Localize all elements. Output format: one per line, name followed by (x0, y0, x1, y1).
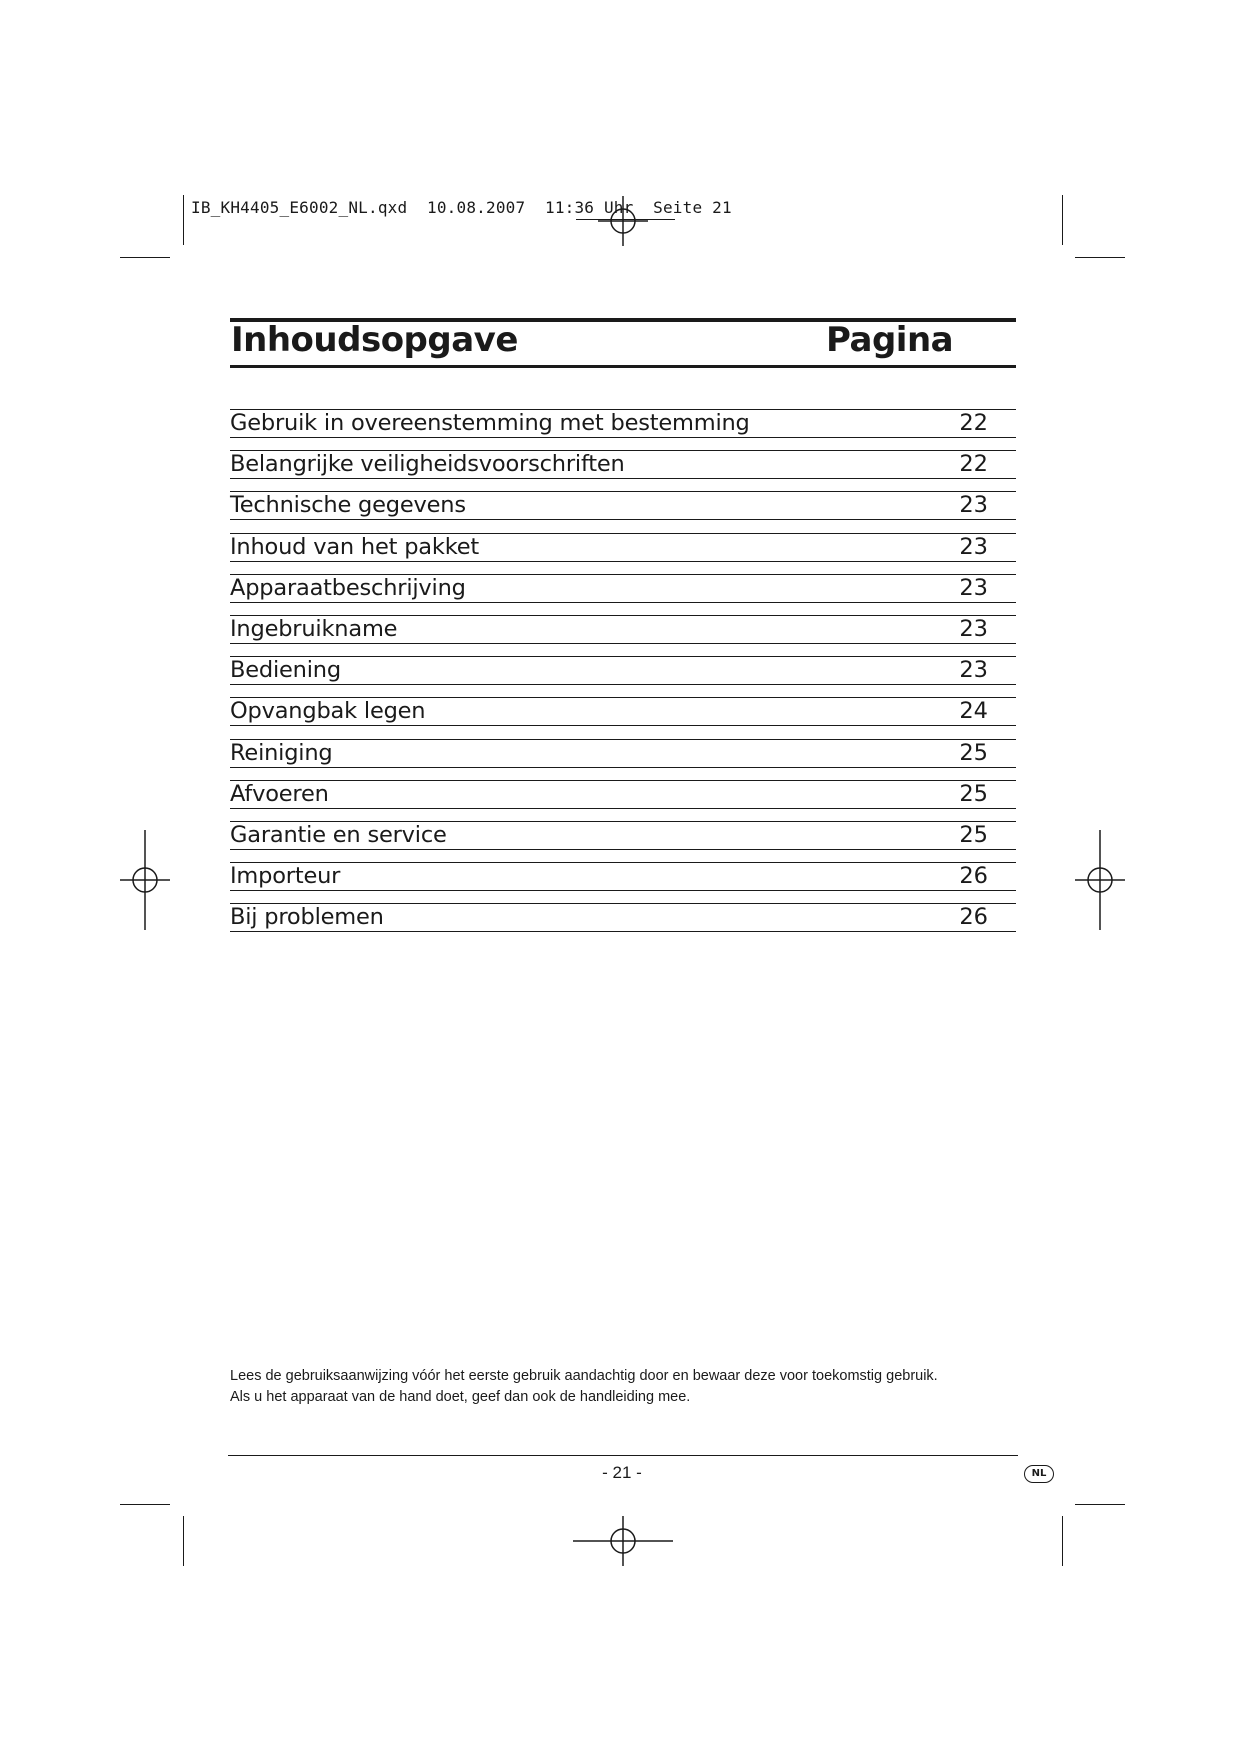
toc-entry-label: Opvangbak legen (230, 698, 426, 725)
toc-entry-page: 22 (959, 410, 988, 436)
toc-entry-label: Importeur (230, 863, 341, 890)
toc-entry-page: 25 (959, 821, 988, 848)
toc-entry-label: Ingebruikname (230, 615, 398, 642)
registration-mark-right-icon (1075, 830, 1125, 930)
footer-note-line-1: Lees de gebruiksaanwijzing vóór het eerste gebruik aandachtig door en bewaar deze voor toekomstig gebruik. (230, 1368, 938, 1384)
toc-entry[interactable] (230, 903, 1016, 932)
crop-mark-top-right-vertical (1062, 195, 1063, 245)
footer-rule (228, 1455, 1018, 1456)
registration-mark-bottom-icon (573, 1516, 673, 1566)
toc-entry-label: Garantie en service (230, 821, 447, 848)
toc-entry[interactable] (230, 491, 1016, 520)
toc-entry[interactable] (230, 697, 1016, 726)
crop-mark-bottom-right-horizontal (1075, 1504, 1125, 1505)
toc-title: Inhoudsopgave (231, 320, 518, 360)
crop-mark-top-right-horizontal (1075, 257, 1125, 258)
toc-entry[interactable] (230, 780, 1016, 809)
toc-entry-page: 25 (959, 780, 988, 807)
toc-entry-label: Reiniging (230, 739, 333, 766)
registration-mark-left-icon (120, 830, 170, 930)
footer-note-line-2: Als u het apparaat van de hand doet, geef dan ook de handleiding mee. (230, 1389, 691, 1405)
toc-entry-label: Technische gegevens (230, 492, 466, 519)
toc-entry[interactable] (230, 862, 1016, 891)
toc-entry-label: Bij problemen (230, 904, 384, 931)
toc-heading-bottom-rule (230, 365, 1016, 368)
toc-entry[interactable] (230, 409, 1016, 438)
toc-entry-page: 23 (959, 657, 988, 684)
toc-entry-page: 23 (959, 533, 988, 560)
language-badge: NL (1024, 1465, 1054, 1483)
registration-mark-top-icon (598, 196, 648, 246)
crop-mark-top-left-horizontal (120, 257, 170, 258)
toc-entry-label: Inhoud van het pakket (230, 533, 480, 560)
crop-mark-bottom-left-vertical (183, 1516, 184, 1566)
crop-mark-bottom-left-horizontal (120, 1504, 170, 1505)
print-slug: IB_KH4405_E6002_NL.qxd 10.08.2007 11:36 Uhr Seite 21 (191, 198, 732, 217)
toc-entry-label: Bediening (230, 657, 341, 684)
toc-entry[interactable] (230, 821, 1016, 850)
toc-entry-label: Afvoeren (230, 780, 329, 807)
crop-mark-bottom-right-vertical (1062, 1516, 1063, 1566)
toc-entry-page: 25 (959, 739, 988, 766)
crop-mark-top-left-vertical (183, 195, 184, 245)
toc-entry-page: 22 (959, 451, 988, 478)
toc-list (230, 409, 1016, 944)
toc-entry[interactable] (230, 656, 1016, 685)
page-number: - 21 - (602, 1463, 642, 1482)
toc-entry[interactable] (230, 739, 1016, 768)
toc-entry-page: 26 (959, 863, 988, 890)
toc-entry-label: Belangrijke veiligheidsvoorschriften (230, 451, 625, 478)
toc-entry-page: 23 (959, 574, 988, 601)
toc-entry[interactable] (230, 533, 1016, 562)
toc-entry-page: 24 (959, 698, 988, 725)
toc-entry-page: 23 (959, 492, 988, 519)
toc-entry[interactable] (230, 450, 1016, 479)
toc-entry[interactable] (230, 615, 1016, 644)
toc-entry-page: 23 (959, 615, 988, 642)
toc-page-column-title: Pagina (826, 320, 954, 360)
footer-note (230, 1366, 938, 1408)
toc-entry-label: Gebruik in overeenstemming met bestemming (230, 410, 750, 436)
toc-entry[interactable] (230, 574, 1016, 603)
toc-entry-page: 26 (959, 904, 988, 931)
toc-entry-label: Apparaatbeschrijving (230, 574, 466, 601)
